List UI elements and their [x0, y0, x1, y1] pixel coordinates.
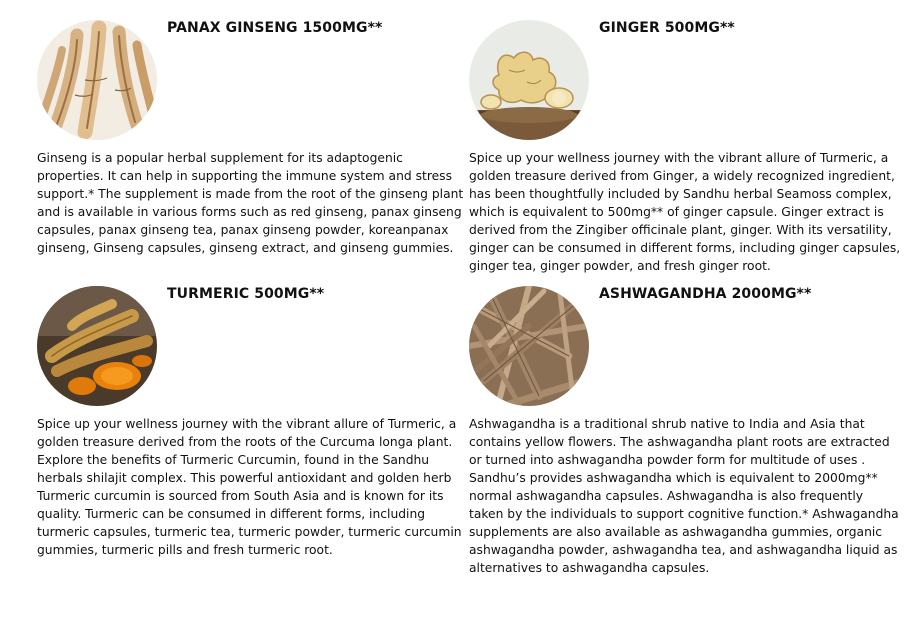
card-description: Ginseng is a popular herbal supplement for its adaptogenic properties. It can help in supporting the immune system and stress support.* The supplement is made from the root of the ginseng plant and is available in various forms such as red ginseng, panax ginseng capsules, panax ginseng tea, panax ginseng powder, koreanpanax ginseng, Ginseng capsules, ginseng extract, and ginseng gummies. — [37, 151, 464, 255]
card-title: ASHWAGANDHA 2000MG** — [599, 286, 812, 302]
card-description: Ashwagandha is a traditional shrub native to India and Asia that contains yellow flowers. The ashwagandha plant roots are extracted or turned into ashwagandha powder form for multitude of uses . Sandhu’s provides ashwagandha which is equivalent to 2000mg** normal ashwagandha capsules. Ashwagandha is also frequently taken by the individuals to support cognitive function.* Ashwagandha supplements are also available as ashwagandha gummies, organic ashwagandha powder, ashwagandha tea, and ashwagandha liquid as alternatives to ashwagandha capsules. — [469, 417, 899, 575]
card-description: Spice up your wellness journey with the vibrant allure of Turmeric, a golden treasure derived from the roots of the Curcuma longa plant. Explore the benefits of Turmeric Curcumin, found in the Sandhu herbals shilajit complex. This powerful antioxidant and golden herb Turmeric curcumin is sourced from South Asia and is known for its quality. Turmeric can be consumed in different forms, including turmeric capsules, turmeric tea, turmeric powder, turmeric curcumin gummies, turmeric pills and fresh turmeric root. — [37, 417, 462, 557]
card-title: GINGER 500MG** — [599, 20, 735, 36]
turmeric-root-image — [37, 286, 157, 406]
ginger-root-image — [469, 20, 589, 140]
card-title: TURMERIC 500MG** — [167, 286, 325, 302]
ginseng-root-image — [37, 20, 157, 140]
card-description: Spice up your wellness journey with the vibrant allure of Turmeric, a golden treasure derived from Ginger, a widely recognized ingredient, has been thoughtfully included by Sandhu herbal Seamoss complex, which is equivalent to 500mg** of ginger capsule. Ginger extract is derived from the Zingiber officinale plant, ginger. With its versatility, ginger can be consumed in different forms, including ginger capsules, ginger tea, ginger powder, and fresh ginger root. — [469, 151, 901, 273]
card-title: PANAX GINSENG 1500MG** — [167, 20, 383, 36]
ashwagandha-root-image — [469, 286, 589, 406]
